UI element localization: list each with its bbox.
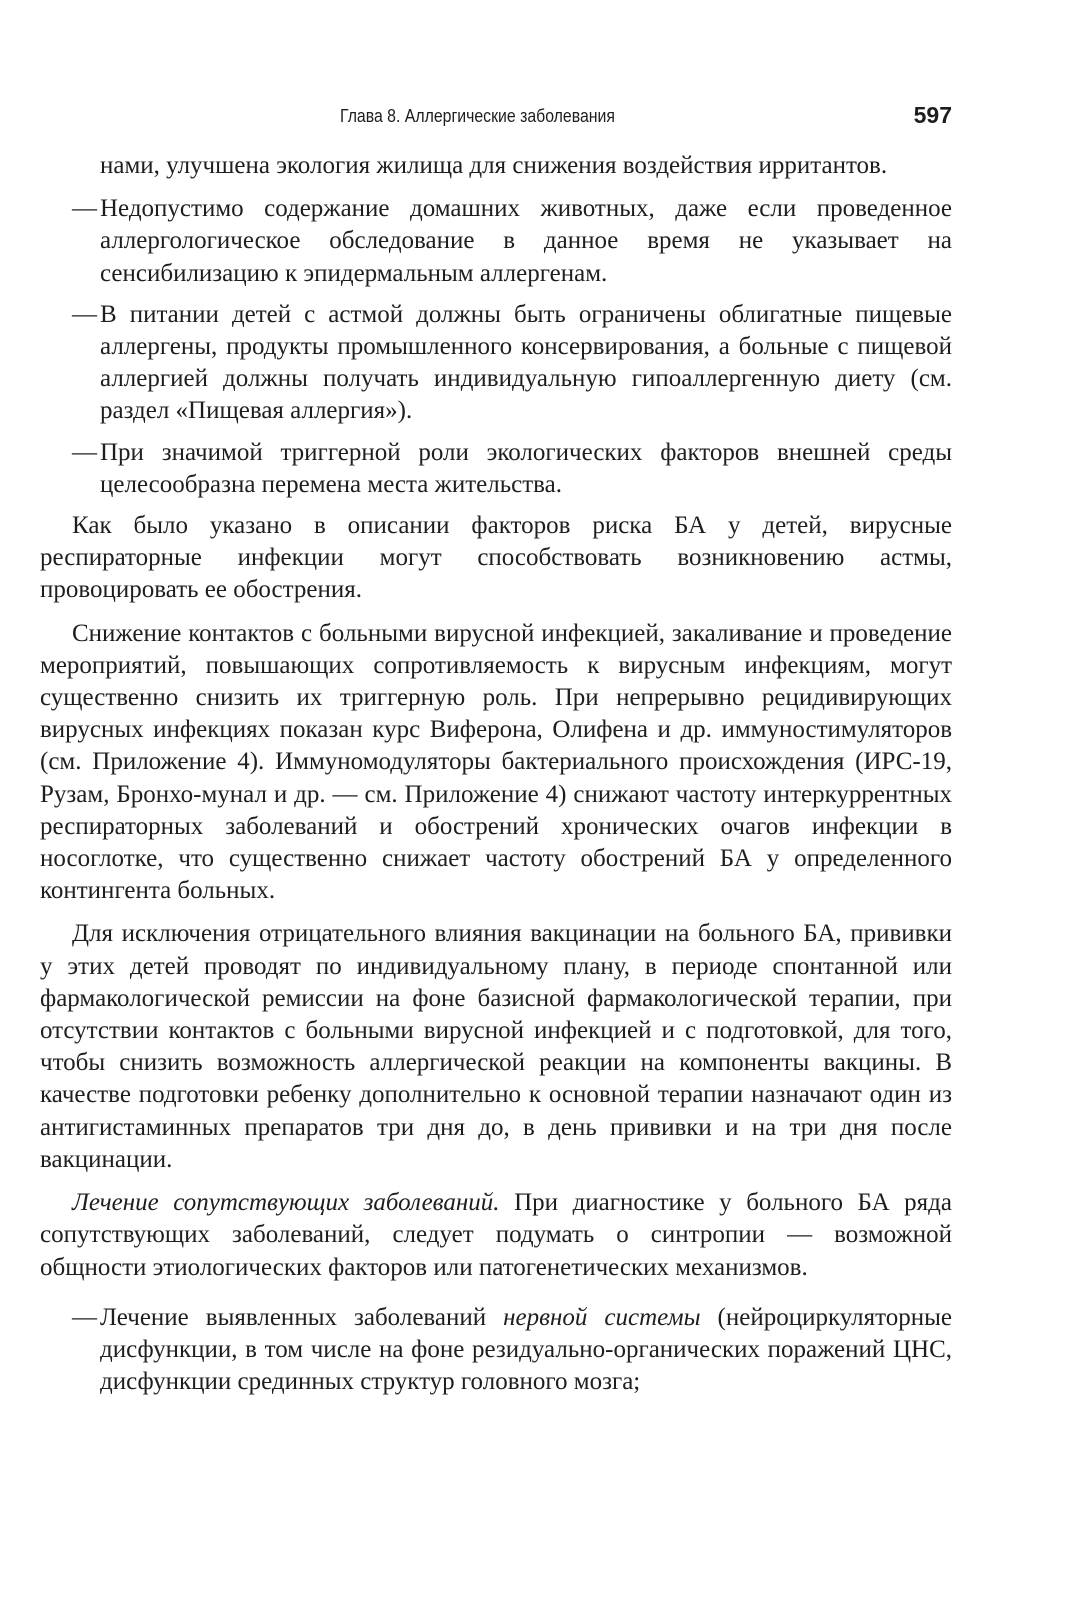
page-number: 597 [913, 102, 952, 128]
page-body [40, 150, 952, 1407]
list-dash: — [72, 438, 97, 466]
paragraph-immunomodulators: Снижение контактов с больными вирусной инфекцией, закаливание и проведение мероприятий, повышающих сопротивляемость к вирусным инфекциям, могут существенно снизить их триггерную роль. При непрерывно рецидивирующих вирусных инфекциях показан курс Виферона, Олифена и др. иммуностимуляторов (см. Приложение 4). Иммуномодуляторы бактериального происхождения (ИРС-19, Рузам, Бронхо-мунал и др. — см. Приложение 4) снижают частоту интеркуррентных респираторных заболеваний и обострений хронических очагов инфекции в носоглотке, что существенно снижает частоту обострений БА у определенного контингента больных. [40, 619, 952, 905]
list-item-text: В питании детей с астмой должны быть ограничены облигатные пищевые аллергены, продукты промышленного консервирования, а больные с пищевой аллергией должны получать индивидуальную гипоаллергенную диету (см. раздел «Пищевая аллергия»). [100, 300, 952, 425]
chapter-title: Глава 8. Аллергические заболевания [340, 106, 615, 126]
paragraph-viral-infections: Как было указано в описании факторов риска БА у детей, вирусные респираторные инфекции могут способствовать возникновению астмы, провоцировать ее обострения. [40, 512, 952, 604]
list-item-pets [40, 193, 952, 290]
paragraph-comorbidities [40, 1187, 952, 1284]
list-item-italic: нервной системы [503, 1303, 701, 1331]
list-dash: — [72, 1303, 97, 1331]
continued-list-item: нами, улучшена экология жилища для снижения воздействия ирритантов. [100, 152, 888, 179]
paragraph-vaccination: Для исключения отрицательного влияния вакцинации на больного БА, прививки у этих детей проводят по индивидуальному плану, в периоде спонтанной или фармакологической ремиссии на фоне базисной фармакологической терапии, при отсутствии контактов с больными вирусной инфекцией и с подготовкой, для того, чтобы снизить возможность аллергической реакции на компоненты вакцины. В качестве подготовки ребенку дополнительно к основной терапии назначают один из антигистаминных препаратов три дня до, в день прививки и на три дня после вакцинации. [40, 920, 952, 1173]
italic-lead: Лечение сопутствующих заболеваний. [72, 1189, 500, 1217]
list-item-text: При значимой триггерной роли экологических факторов внешней среды целесообразна перемена места жительства. [100, 438, 952, 498]
list-item-text-after: (нейроциркуляторные дисфункции, в том числе на фоне резидуально-органических поражений ЦНС, дисфункции срединных структур головного мозга; [100, 1303, 953, 1396]
list-item-relocation [40, 437, 952, 501]
running-header [340, 100, 952, 140]
list-item-nervous-system [40, 1302, 952, 1399]
list-item-diet [40, 299, 952, 428]
list-dash: — [72, 195, 97, 223]
paragraph-text: При диагностике у больного БА ряда сопутствующих заболеваний, следует подумать о синтропии — возможной общности этиологических факторов или патогенетических механизмов. [40, 1189, 953, 1281]
list-item-text-before: Лечение выявленных заболеваний [100, 1303, 504, 1331]
list-item-text: Недопустимо содержание домашних животных, даже если проведенное аллергологическое обследование в данное время не указывает на сенсибилизацию к эпидермальным аллергенам. [100, 195, 952, 287]
list-dash: — [72, 300, 97, 328]
